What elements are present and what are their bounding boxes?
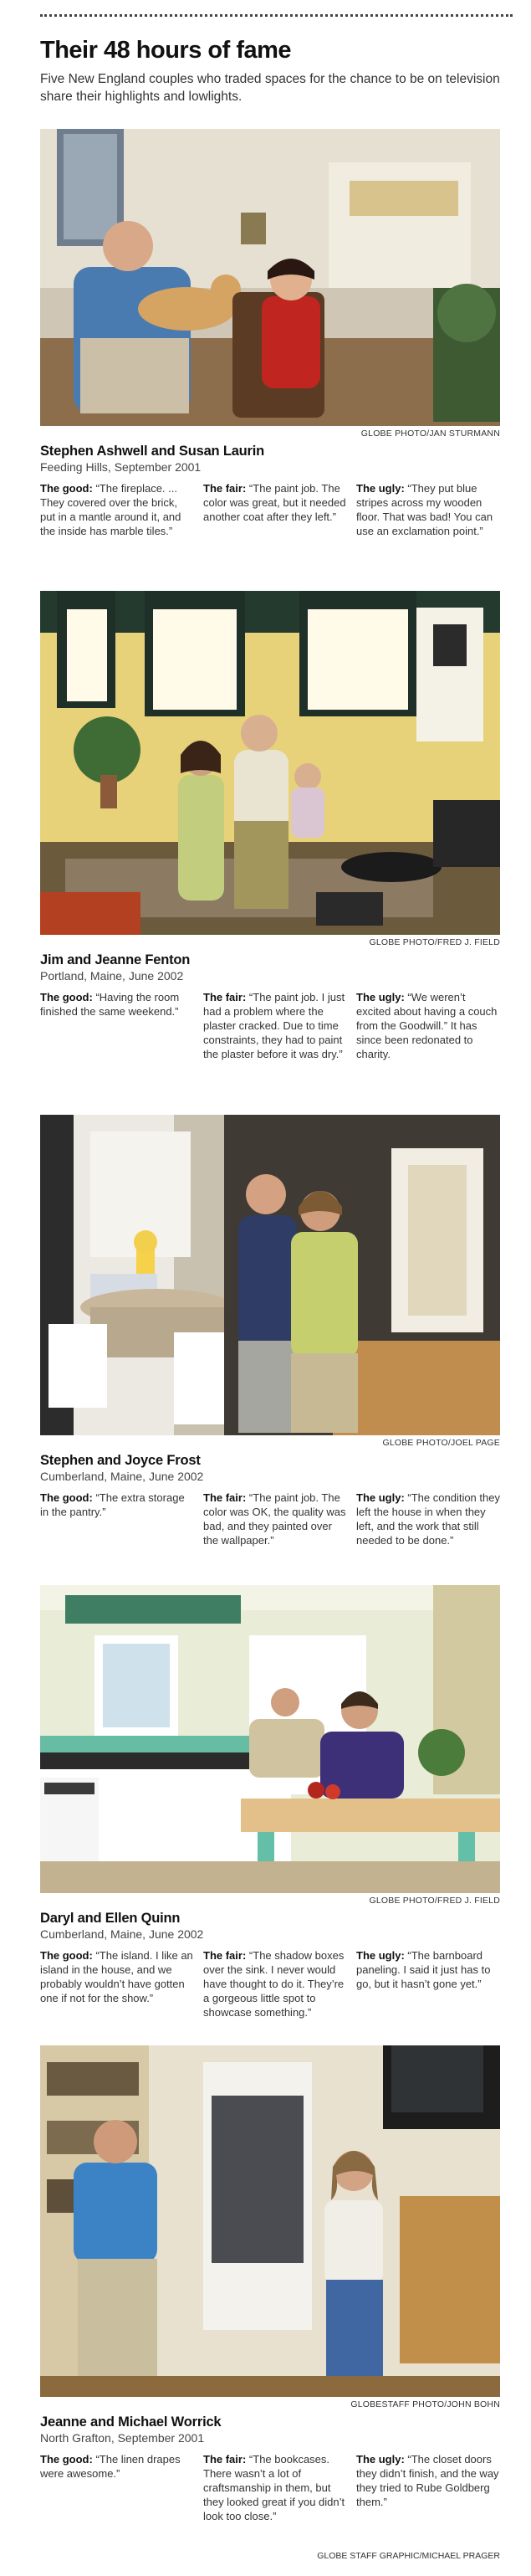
couple-place-date-5: North Grafton, September 2001	[40, 2431, 205, 2445]
good-text-1: “The fireplace. ... They covered over the brick, put in a mantle around it, and the inside has marble tiles.”	[40, 482, 181, 537]
intro-text: Five New England couples who traded spaces for the chance to be on television share their highlights and lowlights.	[40, 72, 500, 104]
couple-photo-1	[40, 129, 500, 426]
couple-photo-5	[40, 2045, 500, 2397]
good-column-2	[40, 990, 195, 1061]
fair-label: The fair:	[203, 1491, 247, 1504]
fair-column-1	[203, 481, 348, 538]
good-label: The good:	[40, 482, 93, 495]
good-column-1	[40, 481, 195, 538]
good-label: The good:	[40, 1949, 93, 1962]
couple-place-date-4: Cumberland, Maine, June 2002	[40, 1927, 204, 1941]
couple-names-1: Stephen Ashwell and Susan Laurin	[40, 444, 265, 459]
couple-names-5: Jeanne and Michael Worrick	[40, 2414, 222, 2430]
good-column-5	[40, 2452, 195, 2523]
good-column-3	[40, 1491, 195, 1547]
ugly-column-5	[356, 2452, 500, 2523]
couple-place-date-2: Portland, Maine, June 2002	[40, 969, 184, 983]
ratings-row-3	[40, 1491, 500, 1547]
fair-column-3	[203, 1491, 348, 1547]
good-text-5: “The linen drapes were awesome.”	[40, 2453, 181, 2480]
fair-text-5: “The bookcases. There wasn’t a lot of craftsmanship in them, but they looked great if you didn’t look too close.”	[203, 2453, 345, 2522]
fair-column-4	[203, 1948, 348, 2019]
ratings-row-4	[40, 1948, 500, 2019]
fair-text-2: “The paint job. I just had a problem where the plaster cracked. Due to time constraints, they had to paint the plaster before it was dry.”	[203, 991, 345, 1060]
good-label: The good:	[40, 991, 93, 1003]
couple-section-3	[40, 1115, 500, 1547]
good-text-3: “The extra storage in the pantry.”	[40, 1491, 185, 1518]
couple-place-date-3: Cumberland, Maine, June 2002	[40, 1470, 204, 1483]
photo-credit-4: GLOBE PHOTO/FRED J. FIELD	[369, 1896, 500, 1906]
ugly-label: The ugly:	[356, 2453, 405, 2466]
top-dotted-rule	[40, 14, 513, 17]
fair-column-2	[203, 990, 348, 1061]
couple-photo-2	[40, 591, 500, 935]
couple-names-2: Jim and Jeanne Fenton	[40, 952, 191, 967]
good-column-4	[40, 1948, 195, 2019]
fair-text-4: “The shadow boxes over the sink. I never would have thought to do it. They’re a gorgeous little spot to showcase something.”	[203, 1949, 345, 2019]
fair-label: The fair:	[203, 482, 247, 495]
ugly-column-2	[356, 990, 500, 1061]
couple-section-2	[40, 591, 500, 1061]
kitchen-photo-illustration	[40, 1585, 500, 1893]
good-label: The good:	[40, 1491, 93, 1504]
good-text-2: “Having the room finished the same weekend.”	[40, 991, 180, 1018]
ugly-text-5: “The closet doors they didn’t finish, and the way they tried to Rube Goldberg them.”	[356, 2453, 499, 2508]
ugly-label: The ugly:	[356, 1949, 405, 1962]
ratings-row-1	[40, 481, 500, 538]
ugly-label: The ugly:	[356, 482, 405, 495]
ugly-text-1: “They put blue stripes across my wooden floor. That was bad! You can use an exclamation point.”	[356, 482, 493, 537]
ratings-row-2	[40, 990, 500, 1061]
fair-label: The fair:	[203, 2453, 247, 2466]
couple-photo-3	[40, 1115, 500, 1435]
headline: Their 48 hours of fame	[40, 37, 292, 64]
fair-label: The fair:	[203, 991, 247, 1003]
ugly-text-3: “The condition they left the house in when they left, and the work that still needed to be done.”	[356, 1491, 500, 1547]
photo-credit-2: GLOBE PHOTO/FRED J. FIELD	[369, 937, 500, 947]
couple-section-1	[40, 129, 500, 538]
ugly-label: The ugly:	[356, 991, 405, 1003]
dining-room-photo-illustration	[40, 1115, 500, 1435]
family-room-photo-illustration	[40, 591, 500, 935]
bedroom-closet-photo-illustration	[40, 2045, 500, 2397]
fair-text-3: “The paint job. The color was OK, the quality was bad, and they painted over the wallpaper.”	[203, 1491, 346, 1547]
photo-credit-3: GLOBE PHOTO/JOEL PAGE	[382, 1438, 500, 1448]
couple-names-3: Stephen and Joyce Frost	[40, 1453, 201, 1468]
ugly-column-4	[356, 1948, 500, 2019]
ugly-column-3	[356, 1491, 500, 1547]
good-text-4: “The island. I like an island in the house, and we probably wouldn’t have gotten one if not for the show.”	[40, 1949, 193, 2004]
photo-credit-1: GLOBE PHOTO/JAN STURMANN	[360, 428, 500, 439]
fair-label: The fair:	[203, 1949, 247, 1962]
ugly-column-1	[356, 481, 500, 538]
fair-column-5	[203, 2452, 348, 2523]
couple-section-4	[40, 1585, 500, 2019]
ratings-row-5	[40, 2452, 500, 2523]
couple-names-4: Daryl and Ellen Quinn	[40, 1911, 181, 1926]
couple-photo-4	[40, 1585, 500, 1893]
living-room-photo-illustration	[40, 129, 500, 426]
graphic-credit: GLOBE STAFF GRAPHIC/MICHAEL PRAGER	[317, 2551, 500, 2561]
photo-credit-5: GLOBESTAFF PHOTO/JOHN BOHN	[350, 2399, 500, 2409]
couple-place-date-1: Feeding Hills, September 2001	[40, 460, 202, 474]
good-label: The good:	[40, 2453, 93, 2466]
ugly-text-2: “We weren’t excited about having a couch from the Goodwill.” It has since been redonated to charity.	[356, 991, 498, 1060]
ugly-text-4: “The barnboard paneling. I said it just has to go, but it hasn’t gone yet.”	[356, 1949, 491, 1990]
ugly-label: The ugly:	[356, 1491, 405, 1504]
couple-section-5	[40, 2045, 500, 2523]
fair-text-1: “The paint job. The color was great, but it needed another coat after they left.”	[203, 482, 346, 523]
